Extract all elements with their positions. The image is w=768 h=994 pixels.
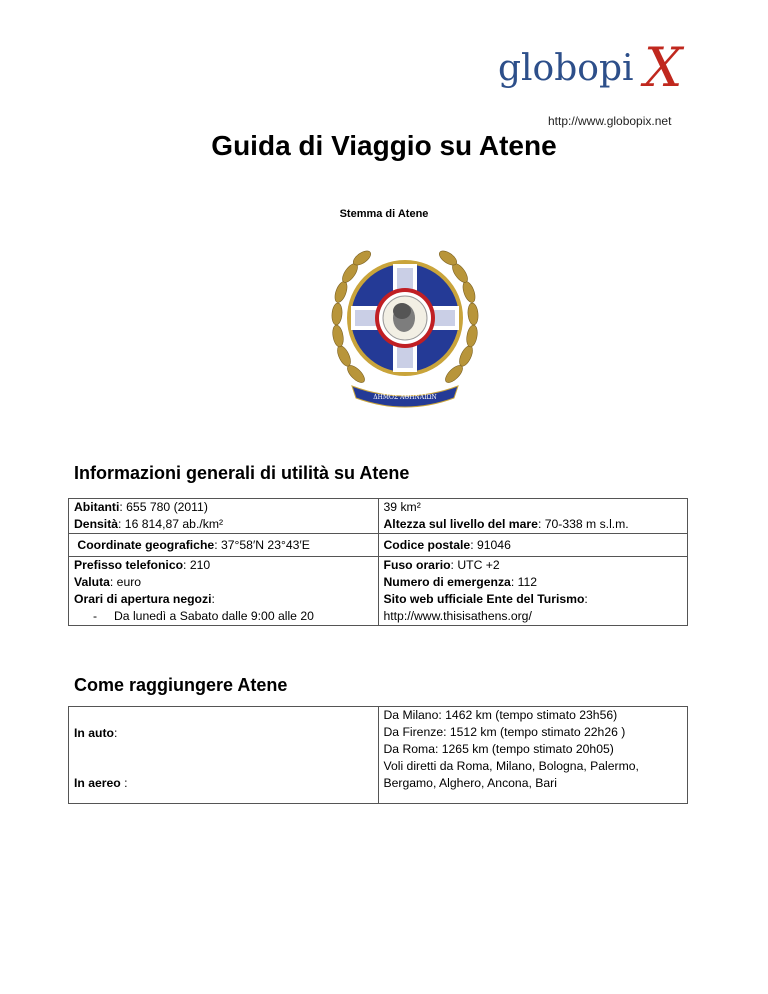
tourism-site-link[interactable]: http://www.thisisathens.org/ [383, 609, 532, 623]
emblem-caption: Stemma di Atene [339, 208, 429, 220]
site-url[interactable]: http://www.globopix.net [548, 114, 672, 128]
travel-line: Bergamo, Alghero, Ancona, Bari [383, 776, 557, 790]
travel-line: Voli diretti da Roma, Milano, Bologna, Palermo, [383, 759, 639, 773]
travel-details-cell [378, 707, 688, 804]
info-cell-left-3: Prefisso telefonico: 210 Valuta: euro Orari di apertura negozi: - Da lunedì a Sabato dalle 9:00 alle 20 [69, 557, 379, 626]
logo-x: X [644, 36, 683, 99]
info-heading: Informazioni generali di utilità su Atene [74, 463, 410, 483]
travel-table [68, 706, 688, 804]
info-table [68, 498, 688, 626]
athens-coat-of-arms-icon [330, 236, 480, 412]
travel-heading: Come raggiungere Atene [74, 675, 288, 695]
travel-line: Da Roma: 1265 km (tempo stimato 20h05) [383, 742, 614, 756]
emblem-ribbon-text: ΔΗΜΟΣ ΑΘΗΝΑΙΩΝ [373, 394, 437, 401]
info-cell-left-2: Coordinate geografiche: 37°58′N 23°43′E [69, 534, 379, 557]
travel-line: Da Firenze: 1512 km (tempo stimato 22h26 ) [383, 725, 626, 739]
info-cell-right-3: Fuso orario: UTC +2 Numero di emergenza: 112 Sito web ufficiale Ente del Turismo: http://www.thisisathens.org/ [378, 557, 688, 626]
info-cell-right-1: 39 km² Altezza sul livello del mare: 70-338 m s.l.m. [378, 499, 688, 534]
logo-text: globopi [498, 48, 634, 89]
page-title: Guida di Viaggio su Atene [211, 130, 557, 161]
info-cell-right-2: Codice postale: 91046 [378, 534, 688, 557]
info-cell-left-1: Abitanti: 655 780 (2011) Densità: 16 814,87 ab./km² [69, 499, 379, 534]
globopix-logo [498, 36, 698, 102]
travel-labels-cell: In auto: In aereo : [69, 707, 379, 804]
travel-line: Da Milano: 1462 km (tempo stimato 23h56) [383, 708, 618, 722]
